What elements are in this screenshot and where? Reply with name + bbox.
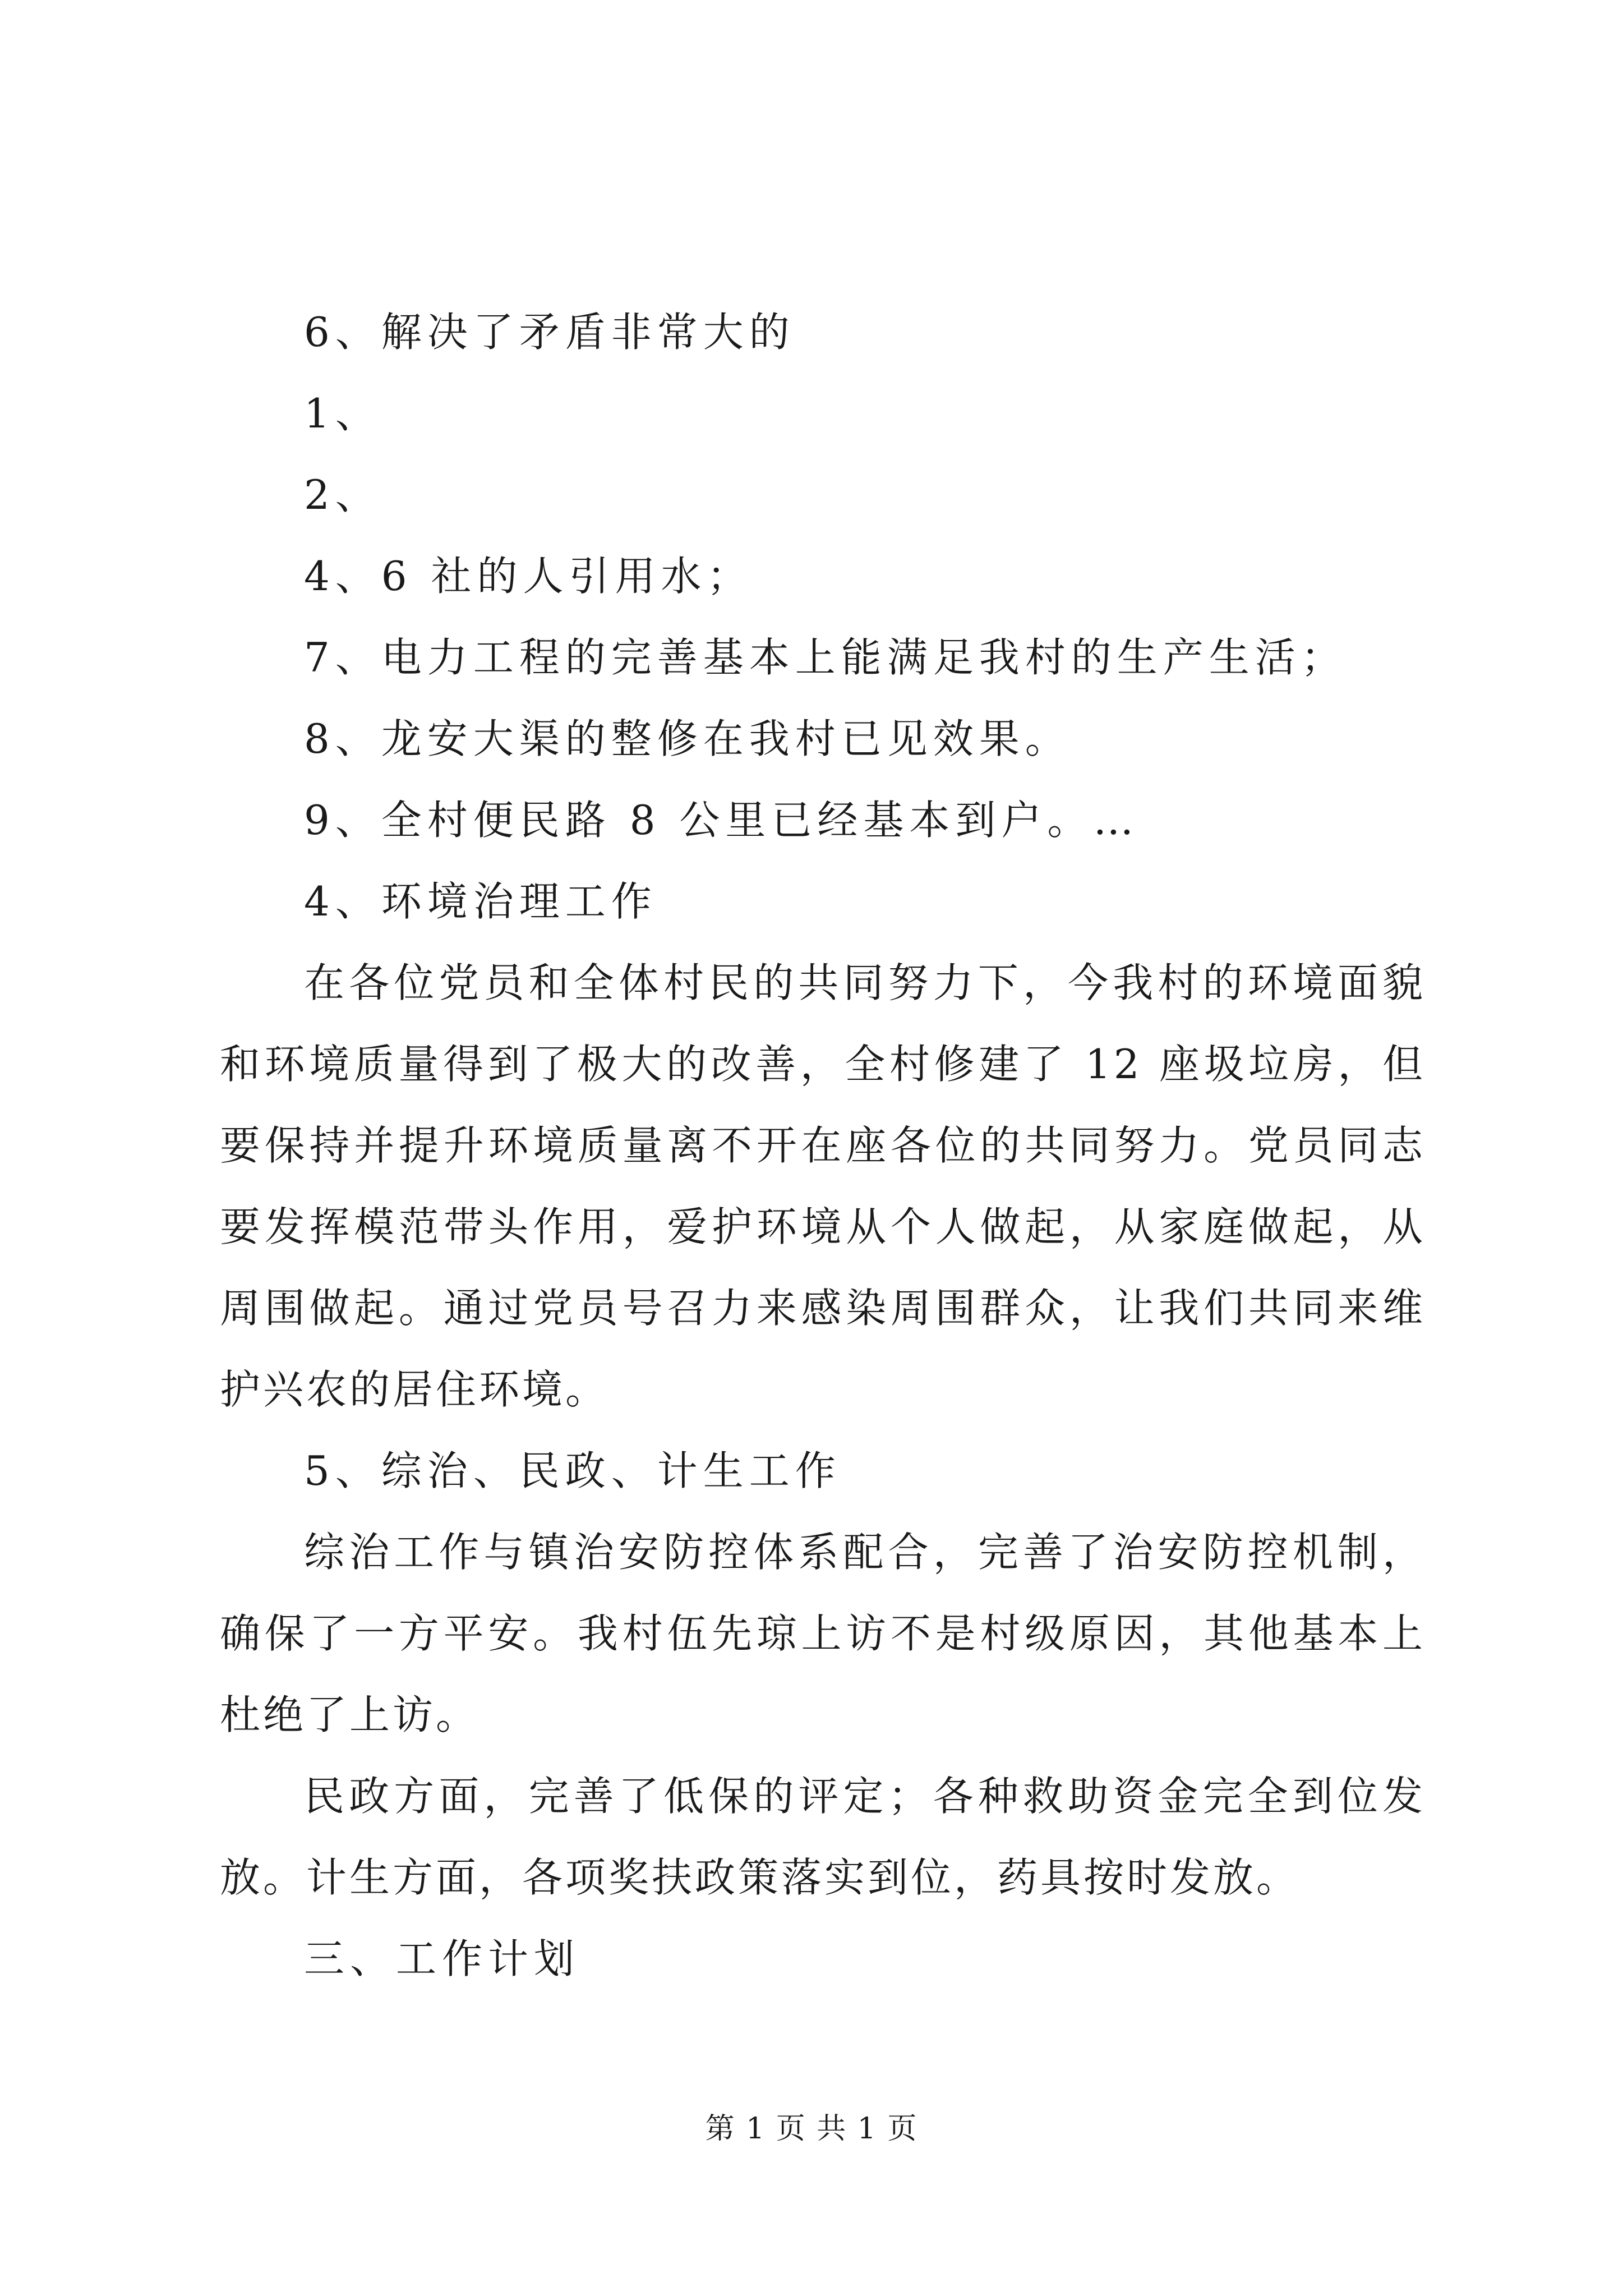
list-item-2: 2、	[304, 471, 381, 518]
list-item-7-power: 7、电力工程的完善基本上能满足我村的生产生活；	[304, 634, 1347, 681]
list-item-6: 6、解决了矛盾非常大的	[304, 309, 795, 356]
list-item-9-road: 9、全村便民路 8 公里已经基本到户。…	[304, 797, 1140, 844]
page-footer: 第 1 页 共 1 页	[705, 2112, 918, 2146]
paragraph-security: 综治工作与镇治安防控体系配合，完善了治安防控机制，确保了一方平安。我村伍先琼上访不是村级原因，其他基本上杜绝了上访。	[220, 1529, 1426, 1738]
paragraph-environment: 在各位党员和全体村民的共同努力下，今我村的环境面貌和环境质量得到了极大的改善，全村修建了 12 座圾垃房，但要保持并提升环境质量离不开在座各位的共同努力。党员同志要发挥模范带头作用，爱护环境从个人做起，从家庭做起，从周围做起。通过党员号召力来感染周围群众，让我们共同来维护兴农的居住环境。	[220, 959, 1426, 1413]
section-heading-work-plan: 三、工作计划	[304, 1935, 580, 1982]
list-item-8-canal: 8、龙安大渠的整修在我村已见效果。	[304, 715, 1071, 762]
section-heading-environment: 4、环境治理工作	[304, 878, 657, 925]
list-item-1: 1、	[304, 390, 381, 437]
section-heading-security: 5、综治、民政、计生工作	[304, 1447, 841, 1494]
paragraph-civil-affairs: 民政方面，完善了低保的评定；各种救助资金完全到位发放。计生方面，各项奖扶政策落实到位，药具按时发放。	[220, 1773, 1426, 1901]
document-body	[220, 292, 1426, 2000]
list-item-4-water: 4、6 社的人引用水；	[304, 553, 753, 600]
